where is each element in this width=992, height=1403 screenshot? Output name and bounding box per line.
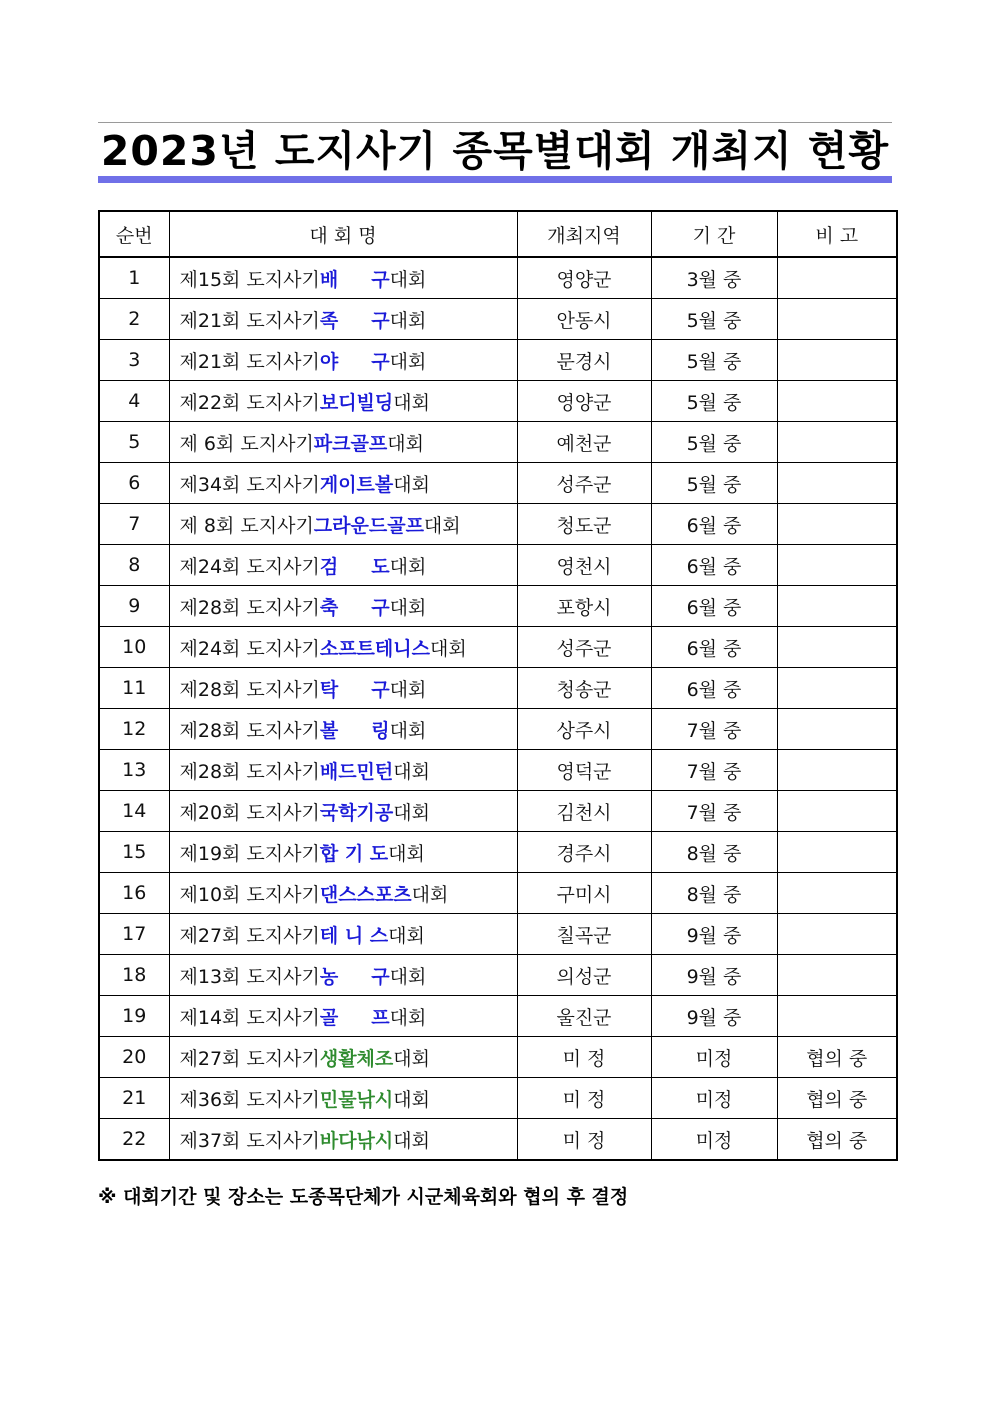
cell-note: [777, 299, 897, 340]
cell-name: [169, 504, 517, 545]
cell-note: 협의 중: [777, 1037, 897, 1078]
cell-period: 6월 중: [651, 668, 777, 709]
schedule-table: [98, 210, 898, 1161]
name-prefix: 제24회 도지사기: [179, 637, 320, 660]
name-prefix: 제19회 도지사기: [179, 842, 320, 865]
name-prefix: 제21회 도지사기: [179, 350, 320, 373]
cell-name: [169, 668, 517, 709]
sport-name: 국학기공: [319, 801, 394, 824]
cell-period: 미정: [651, 1078, 777, 1119]
sport-name: 야 구: [319, 350, 390, 373]
cell-name: [169, 340, 517, 381]
name-prefix: 제13회 도지사기: [179, 965, 320, 988]
table-row: [99, 750, 897, 791]
sport-name: 검 도: [319, 555, 390, 578]
name-suffix: 대회: [389, 555, 427, 578]
cell-note: [777, 996, 897, 1037]
cell-period: 7월 중: [651, 709, 777, 750]
table-row: [99, 340, 897, 381]
cell-note: [777, 504, 897, 545]
cell-venue: 미 정: [517, 1078, 651, 1119]
sport-name: 볼 링: [319, 719, 390, 742]
cell-note: [777, 791, 897, 832]
cell-note: [777, 381, 897, 422]
sport-name: 소프트테니스: [319, 637, 430, 660]
name-suffix: 대회: [393, 391, 430, 414]
cell-note: [777, 257, 897, 299]
table-row: [99, 381, 897, 422]
cell-no: 8: [99, 545, 169, 586]
header-period: 기 간: [651, 211, 777, 257]
cell-period: 9월 중: [651, 914, 777, 955]
cell-venue: 성주군: [517, 463, 651, 504]
sport-name: 바다낚시: [319, 1129, 394, 1152]
name-prefix: 제34회 도지사기: [179, 473, 320, 496]
cell-period: 7월 중: [651, 750, 777, 791]
name-prefix: 제27회 도지사기: [179, 1047, 320, 1070]
header-name: 대 회 명: [169, 211, 517, 257]
table-row: [99, 504, 897, 545]
table-row: [99, 586, 897, 627]
cell-venue: 안동시: [517, 299, 651, 340]
cell-note: [777, 832, 897, 873]
cell-name: [169, 545, 517, 586]
table-header-row: [99, 211, 897, 257]
cell-venue: 경주시: [517, 832, 651, 873]
name-suffix: 대회: [389, 1006, 427, 1029]
cell-period: 5월 중: [651, 422, 777, 463]
cell-note: [777, 873, 897, 914]
table-row: [99, 463, 897, 504]
cell-venue: 청도군: [517, 504, 651, 545]
cell-no: 1: [99, 257, 169, 299]
name-prefix: 제24회 도지사기: [179, 555, 320, 578]
sport-name: 테 니 스: [319, 924, 389, 947]
sport-name: 농 구: [319, 965, 390, 988]
cell-period: 3월 중: [651, 257, 777, 299]
name-suffix: 대회: [388, 842, 425, 865]
cell-venue: 예천군: [517, 422, 651, 463]
cell-venue: 문경시: [517, 340, 651, 381]
header-venue: 개최지역: [517, 211, 651, 257]
sport-name: 생활체조: [319, 1047, 394, 1070]
title-underline-bar: [98, 176, 892, 183]
name-suffix: 대회: [393, 760, 430, 783]
cell-venue: 영양군: [517, 381, 651, 422]
name-prefix: 제22회 도지사기: [179, 391, 320, 414]
cell-venue: 김천시: [517, 791, 651, 832]
cell-note: [777, 709, 897, 750]
cell-name: [169, 1119, 517, 1161]
cell-name: [169, 955, 517, 996]
name-prefix: 제10회 도지사기: [179, 883, 320, 906]
sport-name: 탁 구: [319, 678, 390, 701]
cell-note: [777, 463, 897, 504]
sport-name: 게이트볼: [319, 473, 394, 496]
cell-no: 22: [99, 1119, 169, 1161]
cell-no: 3: [99, 340, 169, 381]
name-prefix: 제 6회 도지사기: [179, 432, 314, 455]
name-prefix: 제37회 도지사기: [179, 1129, 320, 1152]
name-suffix: 대회: [393, 1047, 430, 1070]
sport-name: 합 기 도: [319, 842, 389, 865]
name-suffix: 대회: [393, 473, 430, 496]
name-prefix: 제14회 도지사기: [179, 1006, 320, 1029]
cell-period: 7월 중: [651, 791, 777, 832]
name-suffix: 대회: [388, 924, 425, 947]
cell-period: 5월 중: [651, 463, 777, 504]
sport-name: 골 프: [319, 1006, 390, 1029]
table-row: [99, 1119, 897, 1161]
cell-period: 8월 중: [651, 832, 777, 873]
sport-name: 배 구: [319, 268, 390, 291]
name-suffix: 대회: [389, 268, 427, 291]
cell-no: 9: [99, 586, 169, 627]
name-suffix: 대회: [393, 1088, 430, 1111]
cell-note: [777, 955, 897, 996]
cell-no: 4: [99, 381, 169, 422]
cell-name: [169, 299, 517, 340]
table-row: [99, 627, 897, 668]
cell-name: [169, 709, 517, 750]
cell-no: 7: [99, 504, 169, 545]
cell-venue: 영천시: [517, 545, 651, 586]
cell-venue: 상주시: [517, 709, 651, 750]
sport-name: 그라운드골프: [313, 514, 424, 537]
table-row: [99, 1078, 897, 1119]
cell-note: [777, 914, 897, 955]
name-suffix: 대회: [389, 596, 427, 619]
cell-period: 6월 중: [651, 586, 777, 627]
cell-venue: 영덕군: [517, 750, 651, 791]
cell-name: [169, 750, 517, 791]
cell-period: 6월 중: [651, 545, 777, 586]
cell-name: [169, 586, 517, 627]
sport-name: 보디빌딩: [319, 391, 394, 414]
header-no: 순번: [99, 211, 169, 257]
title-block: [98, 122, 892, 183]
cell-note: [777, 750, 897, 791]
cell-note: 협의 중: [777, 1078, 897, 1119]
cell-no: 18: [99, 955, 169, 996]
name-suffix: 대회: [387, 432, 424, 455]
table-body: [99, 257, 897, 1160]
cell-no: 2: [99, 299, 169, 340]
cell-venue: 영양군: [517, 257, 651, 299]
cell-name: [169, 1037, 517, 1078]
cell-note: 협의 중: [777, 1119, 897, 1161]
name-suffix: 대회: [423, 514, 461, 537]
cell-no: 20: [99, 1037, 169, 1078]
cell-no: 14: [99, 791, 169, 832]
page-title: 2023년 도지사기 종목별대회 개최지 현황: [100, 127, 890, 175]
cell-venue: 미 정: [517, 1119, 651, 1161]
sport-name: 민물낚시: [319, 1088, 394, 1111]
table-row: [99, 873, 897, 914]
cell-venue: 미 정: [517, 1037, 651, 1078]
cell-no: 11: [99, 668, 169, 709]
cell-no: 5: [99, 422, 169, 463]
cell-venue: 성주군: [517, 627, 651, 668]
cell-note: [777, 668, 897, 709]
cell-no: 15: [99, 832, 169, 873]
table-row: [99, 996, 897, 1037]
cell-name: [169, 996, 517, 1037]
cell-venue: 칠곡군: [517, 914, 651, 955]
cell-note: [777, 545, 897, 586]
name-suffix: 대회: [389, 965, 427, 988]
name-prefix: 제 8회 도지사기: [179, 514, 314, 537]
cell-period: 미정: [651, 1119, 777, 1161]
sport-name: 파크골프: [313, 432, 388, 455]
name-suffix: 대회: [389, 678, 427, 701]
table-row: [99, 914, 897, 955]
name-prefix: 제28회 도지사기: [179, 719, 320, 742]
cell-period: 6월 중: [651, 504, 777, 545]
cell-note: [777, 627, 897, 668]
cell-name: [169, 1078, 517, 1119]
cell-name: [169, 257, 517, 299]
cell-period: 5월 중: [651, 299, 777, 340]
name-suffix: 대회: [393, 801, 430, 824]
cell-period: 9월 중: [651, 996, 777, 1037]
name-prefix: 제36회 도지사기: [179, 1088, 320, 1111]
cell-no: 19: [99, 996, 169, 1037]
cell-venue: 구미시: [517, 873, 651, 914]
cell-no: 21: [99, 1078, 169, 1119]
sport-name: 축 구: [319, 596, 390, 619]
cell-note: [777, 586, 897, 627]
table-row: [99, 257, 897, 299]
cell-period: 9월 중: [651, 955, 777, 996]
cell-period: 5월 중: [651, 340, 777, 381]
cell-name: [169, 627, 517, 668]
cell-venue: 포항시: [517, 586, 651, 627]
table-row: [99, 422, 897, 463]
cell-note: [777, 340, 897, 381]
table-row: [99, 791, 897, 832]
cell-period: 미정: [651, 1037, 777, 1078]
cell-no: 13: [99, 750, 169, 791]
name-prefix: 제15회 도지사기: [179, 268, 320, 291]
name-prefix: 제27회 도지사기: [179, 924, 320, 947]
name-prefix: 제21회 도지사기: [179, 309, 320, 332]
table-row: [99, 1037, 897, 1078]
cell-venue: 울진군: [517, 996, 651, 1037]
table-row: [99, 955, 897, 996]
footnote: ※ 대회기간 및 장소는 도종목단체가 시군체육회와 협의 후 결정: [98, 1186, 629, 1208]
cell-venue: 의성군: [517, 955, 651, 996]
cell-no: 17: [99, 914, 169, 955]
table-row: [99, 709, 897, 750]
cell-venue: 청송군: [517, 668, 651, 709]
header-note: 비 고: [777, 211, 897, 257]
name-suffix: 대회: [411, 883, 449, 906]
name-suffix: 대회: [389, 719, 427, 742]
cell-name: [169, 422, 517, 463]
table-row: [99, 668, 897, 709]
table-row: [99, 299, 897, 340]
cell-period: 6월 중: [651, 627, 777, 668]
cell-name: [169, 914, 517, 955]
cell-no: 16: [99, 873, 169, 914]
sport-name: 배드민턴: [319, 760, 394, 783]
cell-name: [169, 463, 517, 504]
name-prefix: 제28회 도지사기: [179, 678, 320, 701]
cell-name: [169, 873, 517, 914]
name-suffix: 대회: [393, 1129, 430, 1152]
name-suffix: 대회: [429, 637, 467, 660]
cell-no: 6: [99, 463, 169, 504]
name-suffix: 대회: [389, 350, 427, 373]
cell-period: 8월 중: [651, 873, 777, 914]
title-top-rule: [98, 122, 892, 123]
cell-period: 5월 중: [651, 381, 777, 422]
cell-name: [169, 832, 517, 873]
cell-note: [777, 422, 897, 463]
sport-name: 댄스스포츠: [319, 883, 412, 906]
sport-name: 족 구: [319, 309, 390, 332]
name-suffix: 대회: [389, 309, 427, 332]
name-prefix: 제28회 도지사기: [179, 596, 320, 619]
table-row: [99, 832, 897, 873]
name-prefix: 제28회 도지사기: [179, 760, 320, 783]
cell-no: 12: [99, 709, 169, 750]
cell-name: [169, 381, 517, 422]
table-row: [99, 545, 897, 586]
cell-no: 10: [99, 627, 169, 668]
name-prefix: 제20회 도지사기: [179, 801, 320, 824]
cell-name: [169, 791, 517, 832]
